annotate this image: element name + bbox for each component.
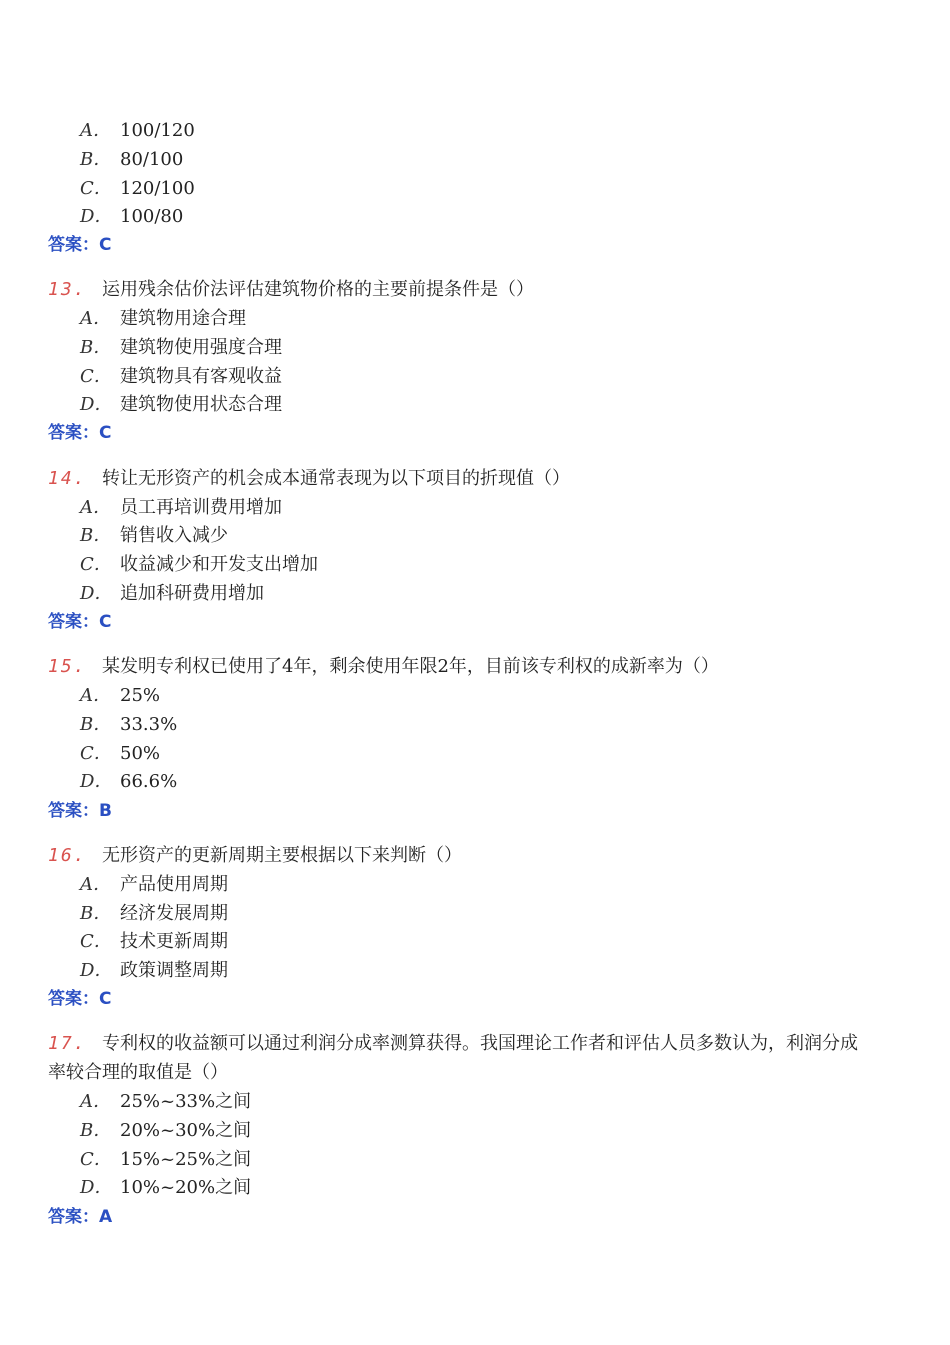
- option-text: 80/100: [120, 149, 184, 170]
- option-a: [80, 681, 160, 710]
- option-c: [80, 1145, 251, 1174]
- option-a: [80, 1087, 251, 1116]
- option-letter: D．: [80, 394, 113, 415]
- answer-line: 答案：B: [48, 801, 112, 821]
- question-text: 无形资产的更新周期主要根据以下来判断（）: [102, 845, 462, 866]
- option-text: 100/80: [120, 206, 184, 227]
- option-letter: C．: [80, 366, 112, 387]
- option-letter: C．: [80, 554, 112, 575]
- option-d: [80, 390, 282, 419]
- option-letter: D．: [80, 960, 113, 981]
- question-text: 转让无形资产的机会成本通常表现为以下项目的折现值（）: [102, 468, 570, 489]
- option-c: [80, 739, 160, 768]
- option-text: 收益减少和开发支出增加: [120, 554, 318, 575]
- option-text: 建筑物具有客观收益: [120, 366, 282, 387]
- option-d: [80, 767, 177, 796]
- option-letter: A．: [80, 497, 111, 518]
- option-letter: B．: [80, 903, 112, 924]
- question-number: 14.: [48, 468, 87, 489]
- option-text: 建筑物使用状态合理: [120, 394, 282, 415]
- question-15: [48, 652, 858, 681]
- option-text: 10%~20%之间: [120, 1177, 252, 1198]
- option-letter: D．: [80, 206, 113, 227]
- question-number: 16.: [48, 845, 87, 866]
- option-c: [80, 174, 195, 203]
- option-d: [80, 202, 183, 231]
- option-letter: D．: [80, 1177, 113, 1198]
- answer-line: 答案：C: [48, 989, 112, 1009]
- option-text: 120/100: [120, 178, 195, 199]
- option-text: 20%~30%之间: [120, 1120, 252, 1141]
- option-letter: B．: [80, 149, 112, 170]
- option-letter: B．: [80, 337, 112, 358]
- option-letter: B．: [80, 525, 112, 546]
- question-number: 15.: [48, 656, 87, 677]
- option-b: [80, 899, 228, 928]
- option-b: [80, 145, 183, 174]
- option-b: [80, 333, 282, 362]
- option-letter: B．: [80, 714, 112, 735]
- option-letter: A．: [80, 120, 111, 141]
- option-letter: C．: [80, 178, 112, 199]
- option-letter: C．: [80, 1149, 112, 1170]
- option-letter: C．: [80, 743, 112, 764]
- option-text: 政策调整周期: [120, 960, 228, 981]
- question-number: 13.: [48, 279, 87, 300]
- option-text: 25%: [120, 685, 161, 706]
- option-d: [80, 1173, 251, 1202]
- option-d: [80, 579, 264, 608]
- option-d: [80, 956, 228, 985]
- option-text: 25%~33%之间: [120, 1091, 252, 1112]
- answer-line: 答案：A: [48, 1207, 113, 1227]
- answer-line: 答案：C: [48, 423, 112, 443]
- option-c: [80, 362, 282, 391]
- option-a: [80, 493, 282, 522]
- option-text: 66.6%: [120, 771, 178, 792]
- option-text: 建筑物使用强度合理: [120, 337, 282, 358]
- option-b: [80, 521, 228, 550]
- option-b: [80, 1116, 251, 1145]
- question-16: [48, 841, 858, 870]
- option-letter: A．: [80, 1091, 111, 1112]
- option-text: 销售收入减少: [120, 525, 228, 546]
- question-text: 某发明专利权已使用了4年，剩余使用年限2年，目前该专利权的成新率为（）: [102, 656, 719, 677]
- question-text: 运用残余估价法评估建筑物价格的主要前提条件是（）: [102, 279, 534, 300]
- question-number: 17.: [48, 1033, 87, 1054]
- option-a: [80, 304, 246, 333]
- answer-line: 答案：C: [48, 612, 112, 632]
- option-a: [80, 870, 228, 899]
- option-letter: A．: [80, 685, 111, 706]
- question-text: 专利权的收益额可以通过利润分成率测算获得。我国理论工作者和评估人员多数认为，利润分成率较合理的取值是（）: [48, 1033, 858, 1083]
- option-letter: D．: [80, 583, 113, 604]
- question-14: [48, 464, 858, 493]
- question-13: [48, 275, 858, 304]
- option-c: [80, 927, 228, 956]
- option-letter: C．: [80, 931, 112, 952]
- option-text: 15%~25%之间: [120, 1149, 252, 1170]
- option-letter: A．: [80, 874, 111, 895]
- option-letter: A．: [80, 308, 111, 329]
- option-text: 50%: [120, 743, 161, 764]
- option-text: 追加科研费用增加: [120, 583, 264, 604]
- option-c: [80, 550, 318, 579]
- option-text: 100/120: [120, 120, 195, 141]
- answer-line: 答案：C: [48, 235, 112, 255]
- option-text: 建筑物用途合理: [120, 308, 246, 329]
- option-letter: D．: [80, 771, 113, 792]
- option-letter: B．: [80, 1120, 112, 1141]
- option-b: [80, 710, 177, 739]
- option-a: [80, 116, 195, 145]
- question-17: [48, 1029, 858, 1087]
- option-text: 产品使用周期: [120, 874, 228, 895]
- option-text: 33.3%: [120, 714, 178, 735]
- option-text: 技术更新周期: [120, 931, 228, 952]
- option-text: 经济发展周期: [120, 903, 228, 924]
- option-text: 员工再培训费用增加: [120, 497, 282, 518]
